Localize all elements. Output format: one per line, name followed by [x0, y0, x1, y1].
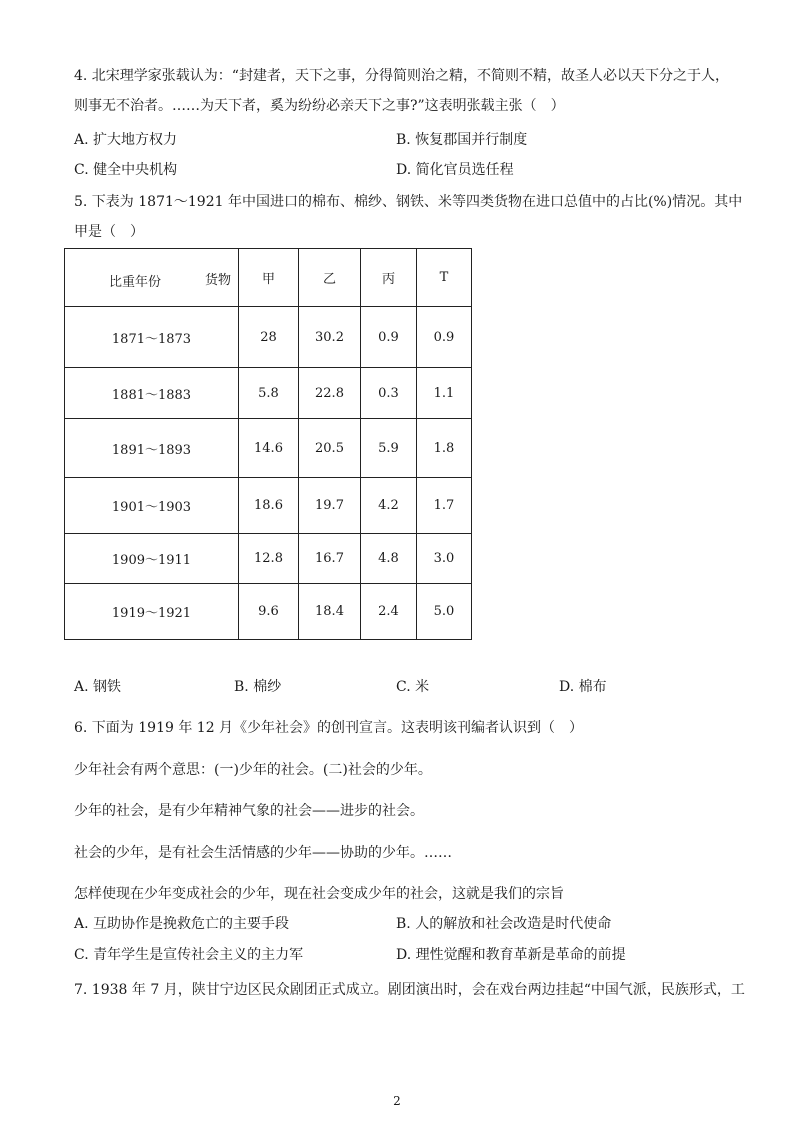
table-cell: 4.8	[361, 534, 417, 584]
table-row	[65, 307, 472, 368]
q6-option-d: D. 理性觉醒和教育革新是革命的前提	[396, 947, 626, 963]
q6-quote-line3: 社会的少年，是有社会生活情感的少年——协助的少年。……	[74, 845, 452, 861]
table-cell: 14.6	[239, 419, 299, 478]
table-cell: 4.2	[361, 478, 417, 534]
q5-option-d: D. 棉布	[559, 679, 607, 695]
table-cell: 1.7	[417, 478, 472, 534]
year-cell: 1891～1893	[65, 419, 239, 478]
q5-option-b: B. 棉纱	[234, 679, 282, 695]
table-cell: 0.9	[361, 307, 417, 368]
year-cell: 1871～1873	[65, 307, 239, 368]
q4-stem-line1: 4. 北宋理学家张载认为：“封建者，天下之事，分得简则治之精，不简则不精，故圣人必以天下分之于人，	[74, 68, 729, 84]
q5-stem-line2: 甲是（ ）	[74, 224, 144, 240]
q4-option-b: B. 恢复郡国并行制度	[396, 132, 528, 148]
column-header: 丙	[361, 249, 417, 307]
q5-option-a: A. 钢铁	[74, 679, 122, 695]
table-cell: 22.8	[299, 368, 361, 419]
q4-option-d: D. 简化官员选任程	[396, 162, 514, 178]
column-header: T	[417, 249, 472, 307]
column-header: 乙	[299, 249, 361, 307]
table-cell: 28	[239, 307, 299, 368]
table-cell: 5.0	[417, 584, 472, 640]
table-cell: 20.5	[299, 419, 361, 478]
import-share-table	[64, 248, 472, 640]
table-cell: 1.1	[417, 368, 472, 419]
q6-option-b: B. 人的解放和社会改造是时代使命	[396, 916, 612, 932]
q6-quote-line2: 少年的社会，是有少年精神气象的社会——进步的社会。	[74, 803, 424, 819]
table-cell: 18.6	[239, 478, 299, 534]
table-row	[65, 478, 472, 534]
year-cell: 1901～1903	[65, 478, 239, 534]
year-cell: 1881～1883	[65, 368, 239, 419]
table-cell: 3.0	[417, 534, 472, 584]
q6-option-c: C. 青年学生是宣传社会主义的主力军	[74, 947, 304, 963]
table-cell: 5.9	[361, 419, 417, 478]
table-cell: 1.8	[417, 419, 472, 478]
table-header-row	[65, 249, 472, 307]
q6-quote-line1: 少年社会有两个意思：(一)少年的社会。(二)社会的少年。	[74, 762, 432, 778]
table-corner-header	[65, 249, 239, 307]
table-cell: 12.8	[239, 534, 299, 584]
q6-option-a: A. 互助协作是挽救危亡的主要手段	[74, 916, 290, 932]
page-number: 2	[393, 1094, 401, 1108]
year-cell: 1919～1921	[65, 584, 239, 640]
q7-stem-line1: 7. 1938 年 7 月，陕甘宁边区民众剧团正式成立。剧团演出时，会在戏台两边挂起“中国气派，民族形式，工	[74, 982, 745, 998]
q4-option-a: A. 扩大地方权力	[74, 132, 178, 148]
table-row	[65, 368, 472, 419]
q6-stem: 6. 下面为 1919 年 12 月《少年社会》的创刊宣言。这表明该刊编者认识到（ ）	[74, 720, 584, 736]
table-cell: 30.2	[299, 307, 361, 368]
table-cell: 5.8	[239, 368, 299, 419]
q6-quote-line4: 怎样使现在少年变成社会的少年，现在社会变成少年的社会，这就是我们的宗旨	[74, 886, 564, 902]
column-header: 甲	[239, 249, 299, 307]
table-row	[65, 584, 472, 640]
table-cell: 2.4	[361, 584, 417, 640]
year-cell: 1909～1911	[65, 534, 239, 584]
q4-stem-line2: 则事无不治者。……为天下者，奚为纷纷必亲天下之事?”这表明张载主张（ ）	[74, 98, 565, 114]
corner-label-goods: 货物	[205, 273, 232, 288]
corner-label-year: 比重年份	[109, 275, 162, 290]
table-cell: 9.6	[239, 584, 299, 640]
table-cell: 16.7	[299, 534, 361, 584]
table-cell: 18.4	[299, 584, 361, 640]
q5-stem-line1: 5. 下表为 1871～1921 年中国进口的棉布、棉纱、钢铁、米等四类货物在进口总值中的占比(%)情况。其中	[74, 194, 743, 210]
table-row	[65, 419, 472, 478]
table-cell: 0.3	[361, 368, 417, 419]
table-cell: 19.7	[299, 478, 361, 534]
q5-option-c: C. 米	[396, 679, 430, 695]
table-cell: 0.9	[417, 307, 472, 368]
table-row	[65, 534, 472, 584]
q4-option-c: C. 健全中央机构	[74, 162, 178, 178]
